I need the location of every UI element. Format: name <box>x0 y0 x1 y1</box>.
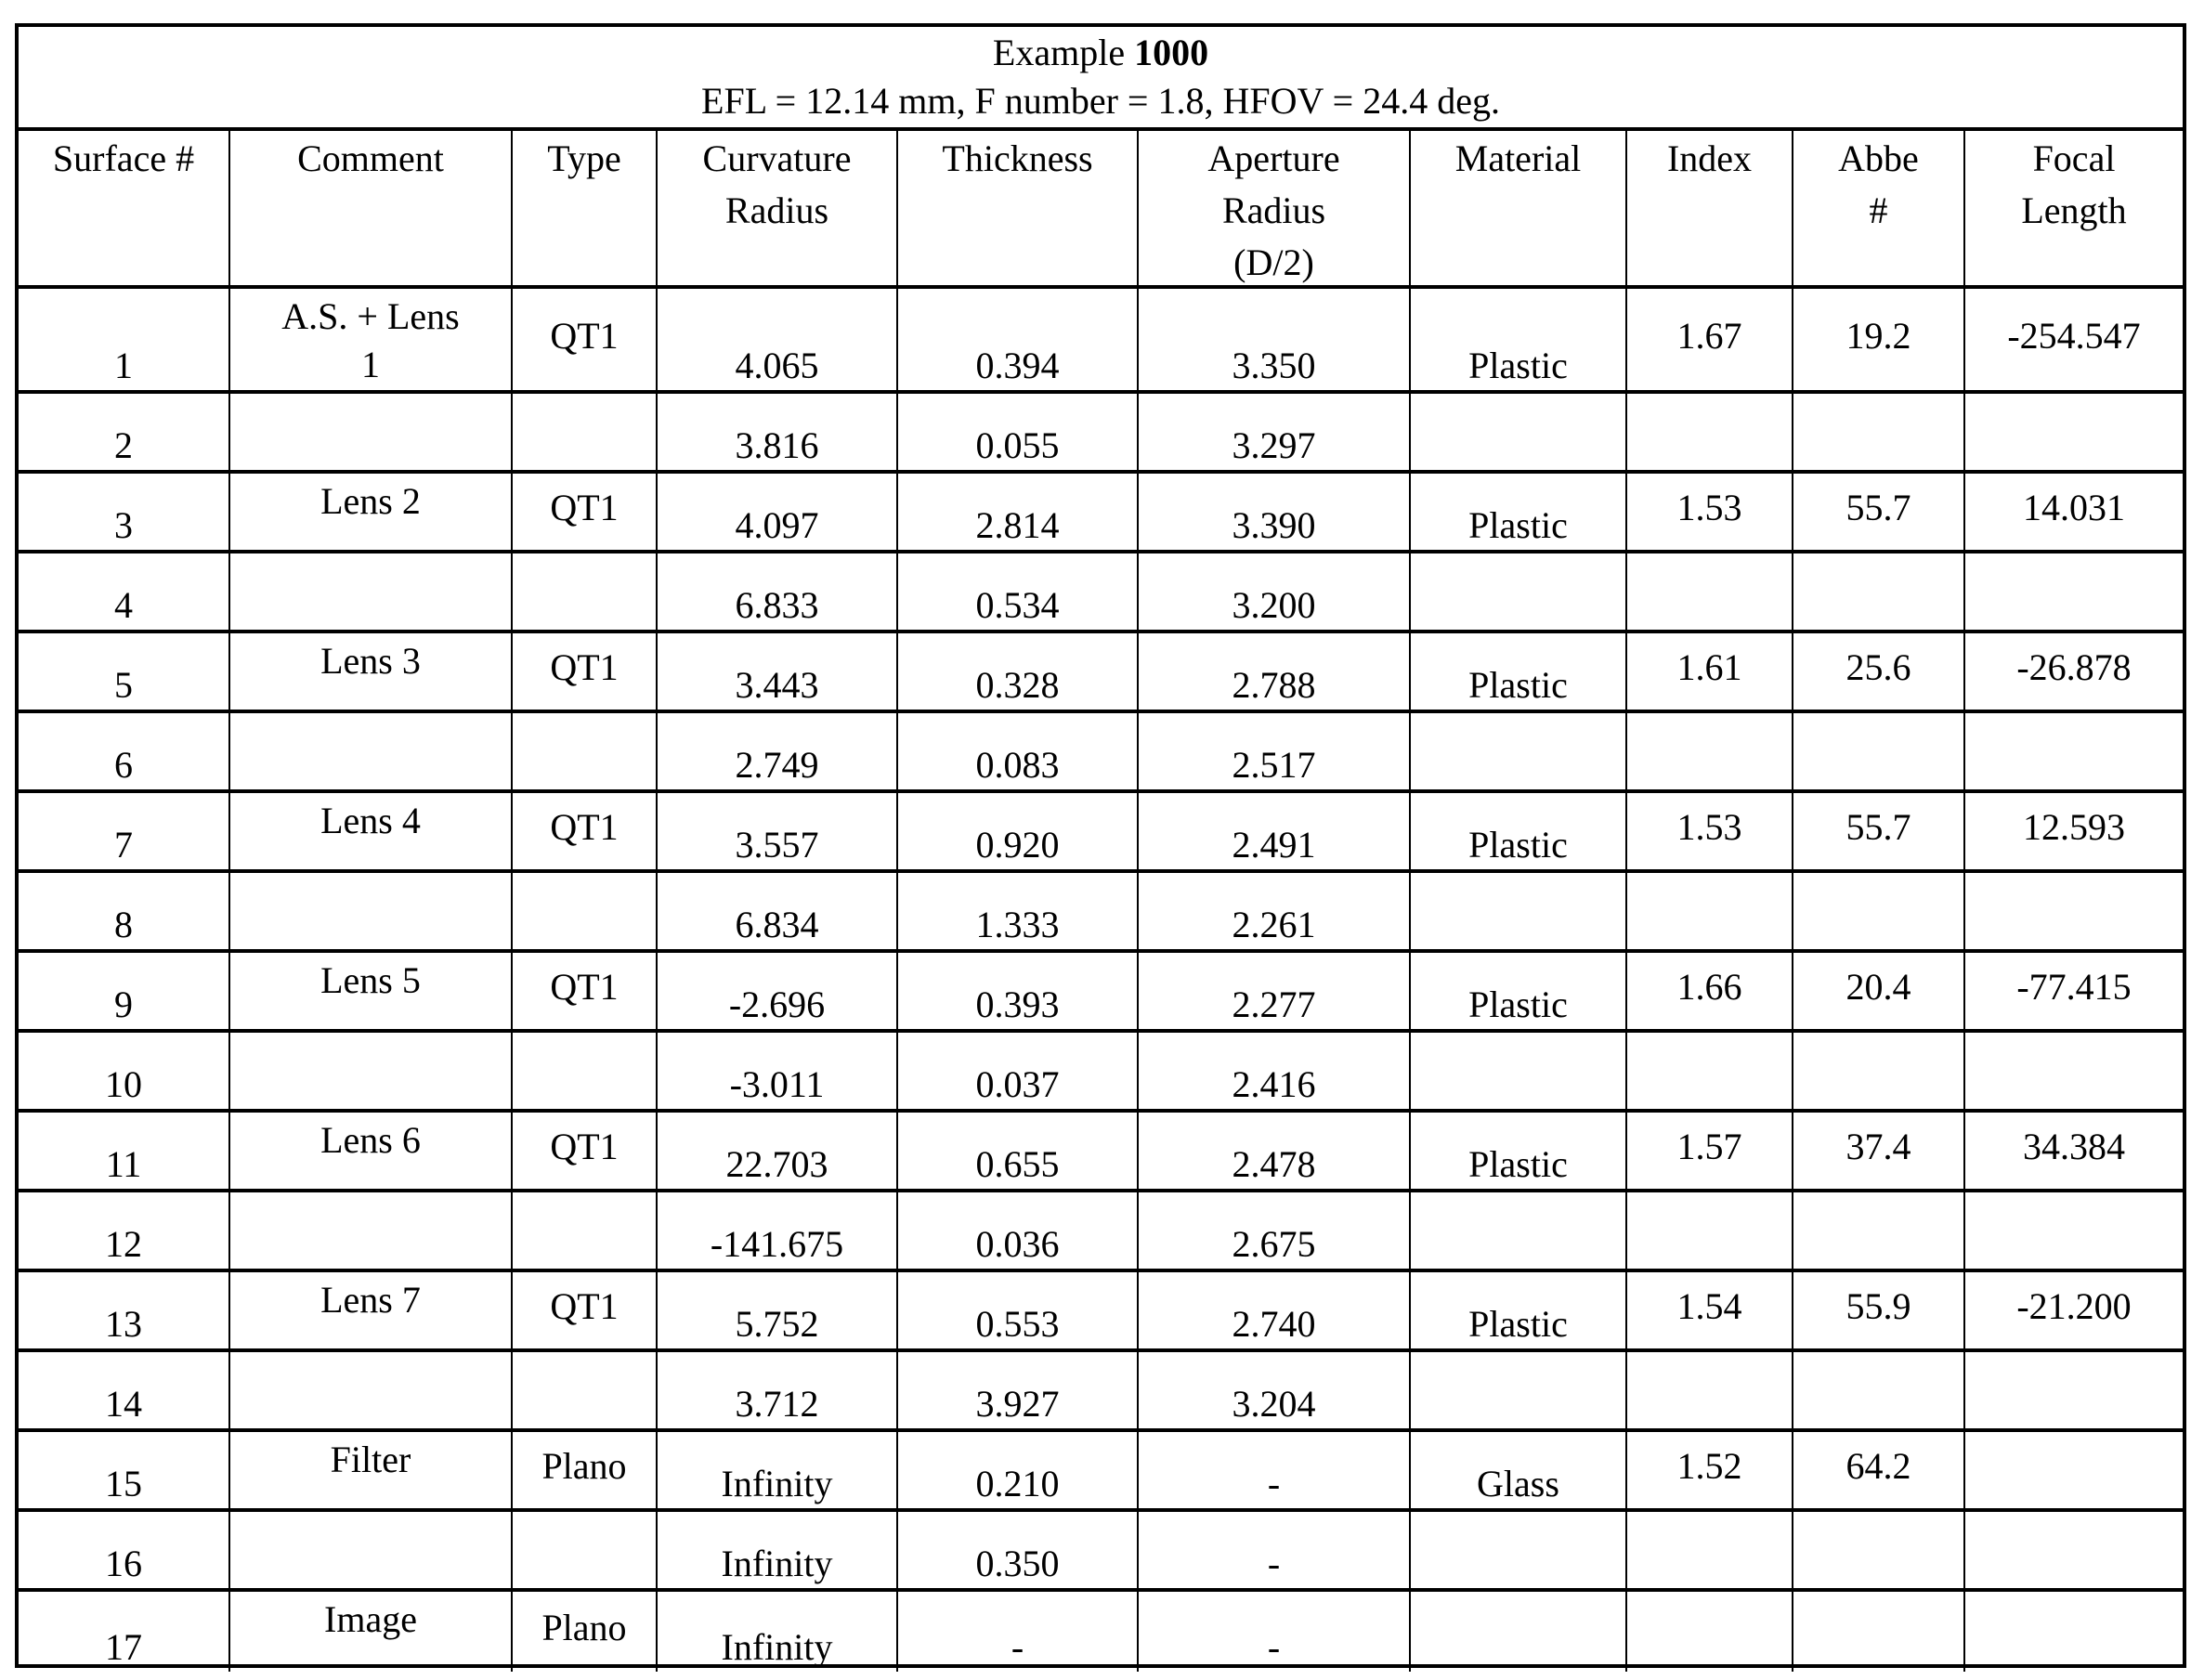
aperture-radius-cell: 2.675 <box>1139 1192 1411 1269</box>
material-cell <box>1411 394 1627 470</box>
type-cell: QT1 <box>513 474 658 550</box>
surface-number-cell: 3 <box>19 474 230 550</box>
index-cell <box>1627 1352 1793 1428</box>
focal-length-cell <box>1965 1033 2183 1109</box>
type-cell: Plano <box>513 1432 658 1508</box>
table-row <box>19 793 2183 873</box>
aperture-radius-cell: - <box>1139 1512 1411 1588</box>
header-row <box>19 131 2183 289</box>
lens-specs: EFL = 12.14 mm, F number = 1.8, HFOV = 24.4 deg. <box>701 80 1500 122</box>
abbe-number-cell: 55.7 <box>1793 793 1965 869</box>
surface-number-cell: 2 <box>19 394 230 470</box>
table-row <box>19 1033 2183 1113</box>
column-header-comment: Comment <box>230 131 513 285</box>
column-header-surface-number: Surface # <box>19 131 230 285</box>
curvature-radius-cell: 4.097 <box>658 474 898 550</box>
curvature-radius-cell: 2.749 <box>658 713 898 789</box>
abbe-number-cell <box>1793 1352 1965 1428</box>
curvature-radius-cell: 3.557 <box>658 793 898 869</box>
index-cell <box>1627 1033 1793 1109</box>
lens-prescription-table <box>15 23 2186 1668</box>
index-cell: 1.53 <box>1627 474 1793 550</box>
type-cell: QT1 <box>513 953 658 1029</box>
index-cell <box>1627 553 1793 630</box>
aperture-radius-cell: 2.740 <box>1139 1272 1411 1348</box>
curvature-radius-cell: Infinity <box>658 1512 898 1588</box>
focal-length-cell: 12.593 <box>2023 806 2125 848</box>
type-cell: QT1 <box>513 289 658 390</box>
aperture-radius-cell: 2.517 <box>1139 713 1411 789</box>
abbe-number-cell <box>1793 394 1965 470</box>
comment-cell <box>230 1352 513 1428</box>
comment-cell: Lens 6 <box>230 1113 513 1189</box>
focal-length-cell <box>1965 873 2183 949</box>
table-row <box>19 553 2183 633</box>
column-header-thickness: Thickness <box>898 131 1139 285</box>
material-cell: Plastic <box>1411 793 1627 869</box>
focal-length-cell <box>1965 713 2183 789</box>
thickness-cell: 0.036 <box>898 1192 1139 1269</box>
table-row <box>19 1113 2183 1192</box>
aperture-radius-cell: 2.261 <box>1139 873 1411 949</box>
type-cell: QT1 <box>513 793 658 869</box>
abbe-number-cell: 55.9 <box>1793 1272 1965 1348</box>
thickness-cell: 2.814 <box>898 474 1139 550</box>
thickness-cell: 0.393 <box>898 953 1139 1029</box>
aperture-radius-cell: 3.200 <box>1139 553 1411 630</box>
material-cell <box>1411 553 1627 630</box>
abbe-number-cell: 55.7 <box>1793 474 1965 550</box>
thickness-cell: 0.655 <box>898 1113 1139 1189</box>
surface-number-cell: 4 <box>19 553 230 630</box>
type-cell <box>513 713 658 789</box>
curvature-radius-cell: -141.675 <box>658 1192 898 1269</box>
curvature-radius-cell: 4.065 <box>658 289 898 390</box>
index-cell: 1.67 <box>1627 289 1793 390</box>
material-cell <box>1411 1512 1627 1588</box>
abbe-number-cell <box>1793 873 1965 949</box>
comment-cell: Filter <box>230 1432 513 1508</box>
index-cell <box>1627 394 1793 470</box>
comment-cell <box>230 1192 513 1269</box>
table-row <box>19 1192 2183 1272</box>
table-row <box>19 394 2183 474</box>
material-cell: Plastic <box>1411 1272 1627 1348</box>
abbe-number-cell <box>1793 1512 1965 1588</box>
material-cell <box>1411 873 1627 949</box>
curvature-radius-cell: Infinity <box>658 1432 898 1508</box>
column-header-curvature-radius: Curvature Radius <box>658 131 898 285</box>
surface-number-cell: 6 <box>19 713 230 789</box>
curvature-radius-cell: 6.834 <box>658 873 898 949</box>
type-cell <box>513 873 658 949</box>
surface-number-cell: 15 <box>19 1432 230 1508</box>
aperture-radius-cell: 3.297 <box>1139 394 1411 470</box>
comment-cell <box>230 1033 513 1109</box>
material-cell <box>1411 1033 1627 1109</box>
focal-length-cell <box>1965 394 2183 470</box>
focal-length-cell: 34.384 <box>2023 1126 2125 1167</box>
thickness-cell: 0.534 <box>898 553 1139 630</box>
curvature-radius-cell: 3.712 <box>658 1352 898 1428</box>
type-cell: Plano <box>513 1592 658 1672</box>
focal-length-cell <box>1965 1352 2183 1428</box>
material-cell: Plastic <box>1411 474 1627 550</box>
aperture-radius-cell: - <box>1139 1432 1411 1508</box>
thickness-cell: 0.037 <box>898 1033 1139 1109</box>
abbe-number-cell <box>1793 1192 1965 1269</box>
column-header-abbe-number: Abbe # <box>1793 131 1965 285</box>
type-cell: QT1 <box>513 1272 658 1348</box>
comment-cell: Lens 4 <box>230 793 513 869</box>
surface-number-cell: 11 <box>19 1113 230 1189</box>
focal-length-cell: -26.878 <box>2016 646 2132 688</box>
aperture-radius-cell: 2.478 <box>1139 1113 1411 1189</box>
index-cell <box>1627 1592 1793 1672</box>
curvature-radius-cell: 5.752 <box>658 1272 898 1348</box>
abbe-number-cell: 64.2 <box>1793 1432 1965 1508</box>
aperture-radius-cell: 3.204 <box>1139 1352 1411 1428</box>
surface-number-cell: 16 <box>19 1512 230 1588</box>
comment-cell <box>230 713 513 789</box>
abbe-number-cell: 20.4 <box>1793 953 1965 1029</box>
comment-cell: Lens 3 <box>230 633 513 710</box>
table-row <box>19 1512 2183 1592</box>
surface-number-cell: 5 <box>19 633 230 710</box>
table-row <box>19 1592 2183 1672</box>
table-title <box>19 27 2183 131</box>
abbe-number-cell <box>1793 1033 1965 1109</box>
comment-cell <box>230 873 513 949</box>
abbe-number-cell: 37.4 <box>1793 1113 1965 1189</box>
comment-cell: A.S. + Lens 1 <box>230 289 513 390</box>
surface-number-cell: 8 <box>19 873 230 949</box>
material-cell: Plastic <box>1411 953 1627 1029</box>
column-header-type: Type <box>513 131 658 285</box>
material-cell <box>1411 1352 1627 1428</box>
comment-cell: Image <box>230 1592 513 1672</box>
index-cell <box>1627 1192 1793 1269</box>
column-header-aperture-radius: Aperture Radius (D/2) <box>1139 131 1411 285</box>
comment-cell: Lens 2 <box>230 474 513 550</box>
index-cell: 1.61 <box>1627 633 1793 710</box>
thickness-cell: 0.328 <box>898 633 1139 710</box>
surface-number-cell: 12 <box>19 1192 230 1269</box>
table-row <box>19 289 2183 394</box>
focal-length-cell <box>1965 1192 2183 1269</box>
column-header-material: Material <box>1411 131 1627 285</box>
table-row <box>19 713 2183 793</box>
surface-number-cell: 14 <box>19 1352 230 1428</box>
aperture-radius-cell: 3.390 <box>1139 474 1411 550</box>
table-row <box>19 1432 2183 1512</box>
surface-number-cell: 17 <box>19 1592 230 1672</box>
thickness-cell: 3.927 <box>898 1352 1139 1428</box>
table-row <box>19 1272 2183 1352</box>
material-cell: Plastic <box>1411 1113 1627 1189</box>
focal-length-cell: -21.200 <box>2016 1285 2132 1327</box>
curvature-radius-cell: Infinity <box>658 1592 898 1672</box>
table-grid <box>19 131 2183 1668</box>
focal-length-cell <box>1965 1592 2183 1672</box>
type-cell <box>513 1192 658 1269</box>
type-cell <box>513 394 658 470</box>
aperture-radius-cell: 2.277 <box>1139 953 1411 1029</box>
example-label: Example <box>992 32 1126 73</box>
aperture-radius-cell: - <box>1139 1592 1411 1672</box>
abbe-number-cell: 25.6 <box>1793 633 1965 710</box>
comment-cell <box>230 1512 513 1588</box>
abbe-number-cell <box>1793 713 1965 789</box>
curvature-radius-cell: -2.696 <box>658 953 898 1029</box>
thickness-cell: 0.394 <box>898 289 1139 390</box>
aperture-radius-cell: 2.416 <box>1139 1033 1411 1109</box>
abbe-number-cell <box>1793 553 1965 630</box>
abbe-number-cell: 19.2 <box>1793 289 1965 390</box>
aperture-radius-cell: 3.350 <box>1139 289 1411 390</box>
surface-number-cell: 7 <box>19 793 230 869</box>
material-cell: Plastic <box>1411 289 1627 390</box>
thickness-cell: 1.333 <box>898 873 1139 949</box>
aperture-radius-cell: 2.491 <box>1139 793 1411 869</box>
material-cell <box>1411 1192 1627 1269</box>
index-cell: 1.52 <box>1627 1432 1793 1508</box>
thickness-cell: 0.055 <box>898 394 1139 470</box>
type-cell <box>513 1512 658 1588</box>
abbe-number-cell <box>1793 1592 1965 1672</box>
focal-length-cell: -254.547 <box>2007 314 2141 357</box>
index-cell <box>1627 1512 1793 1588</box>
index-cell <box>1627 713 1793 789</box>
table-row <box>19 1352 2183 1432</box>
surface-number-cell: 10 <box>19 1033 230 1109</box>
type-cell: QT1 <box>513 633 658 710</box>
material-cell <box>1411 1592 1627 1672</box>
index-cell: 1.66 <box>1627 953 1793 1029</box>
focal-length-cell <box>1965 1432 2183 1508</box>
type-cell: QT1 <box>513 1113 658 1189</box>
column-header-index: Index <box>1627 131 1793 285</box>
index-cell: 1.54 <box>1627 1272 1793 1348</box>
column-header-focal-length: Focal Length <box>2021 137 2127 231</box>
curvature-radius-cell: 22.703 <box>658 1113 898 1189</box>
comment-cell: Lens 7 <box>230 1272 513 1348</box>
surface-number-cell: 9 <box>19 953 230 1029</box>
table-row <box>19 633 2183 713</box>
curvature-radius-cell: 6.833 <box>658 553 898 630</box>
material-cell: Plastic <box>1411 633 1627 710</box>
comment-cell: Lens 5 <box>230 953 513 1029</box>
type-cell <box>513 1033 658 1109</box>
curvature-radius-cell: -3.011 <box>658 1033 898 1109</box>
focal-length-cell <box>1965 553 2183 630</box>
focal-length-cell <box>1965 1512 2183 1588</box>
material-cell <box>1411 713 1627 789</box>
curvature-radius-cell: 3.816 <box>658 394 898 470</box>
curvature-radius-cell: 3.443 <box>658 633 898 710</box>
thickness-cell: 0.350 <box>898 1512 1139 1588</box>
surface-number-cell: 13 <box>19 1272 230 1348</box>
table-row <box>19 873 2183 953</box>
focal-length-cell: 14.031 <box>2023 487 2125 528</box>
index-cell: 1.53 <box>1627 793 1793 869</box>
comment-cell <box>230 394 513 470</box>
thickness-cell: 0.553 <box>898 1272 1139 1348</box>
index-cell <box>1627 873 1793 949</box>
material-cell: Glass <box>1411 1432 1627 1508</box>
example-title <box>993 29 1208 77</box>
thickness-cell: - <box>898 1592 1139 1672</box>
surface-number-cell: 1 <box>19 289 230 390</box>
table-row <box>19 953 2183 1033</box>
thickness-cell: 0.083 <box>898 713 1139 789</box>
index-cell: 1.57 <box>1627 1113 1793 1189</box>
thickness-cell: 0.210 <box>898 1432 1139 1508</box>
focal-length-cell: -77.415 <box>2016 966 2132 1008</box>
comment-cell <box>230 553 513 630</box>
aperture-radius-cell: 2.788 <box>1139 633 1411 710</box>
type-cell <box>513 553 658 630</box>
example-number: 1000 <box>1134 32 1209 73</box>
table-row <box>19 474 2183 553</box>
thickness-cell: 0.920 <box>898 793 1139 869</box>
type-cell <box>513 1352 658 1428</box>
